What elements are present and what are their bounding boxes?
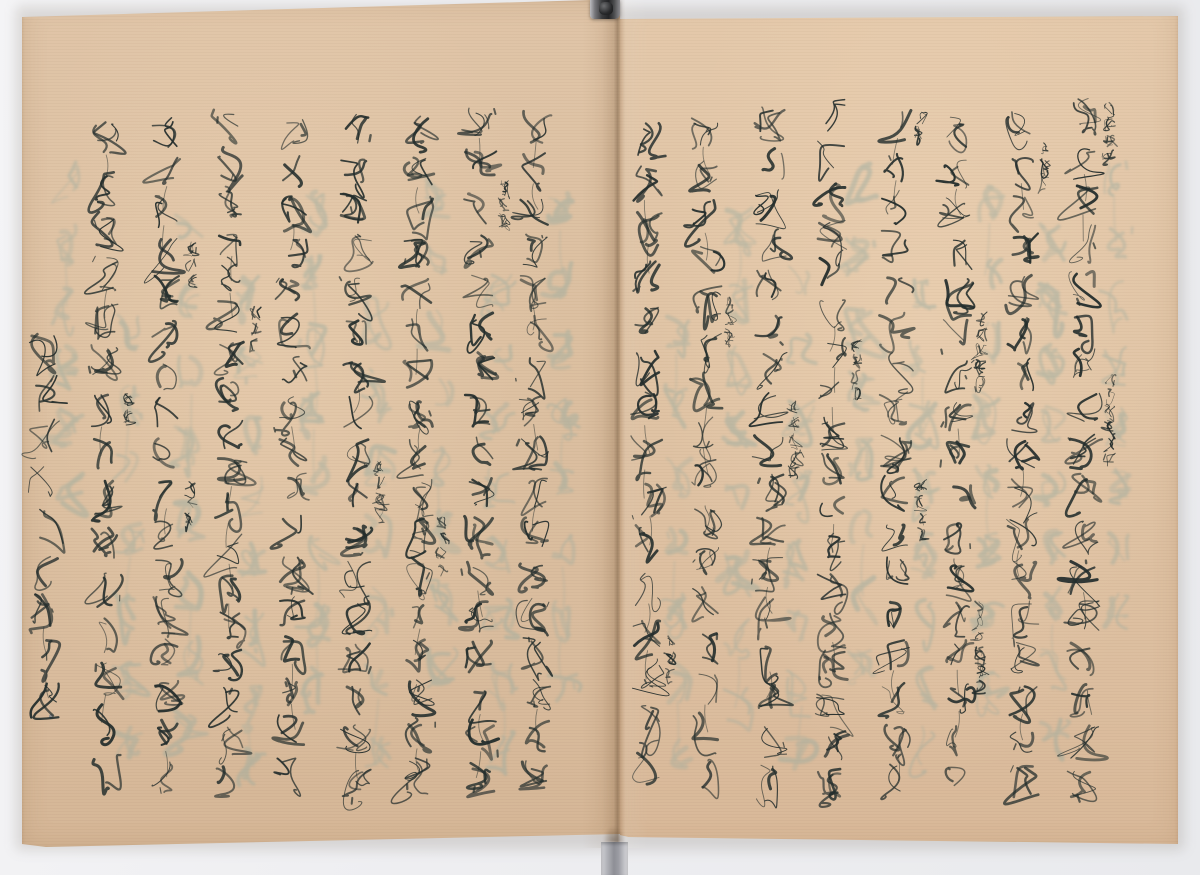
page-right <box>620 0 1178 848</box>
page-left <box>22 0 620 848</box>
gutter-fold-shadow <box>582 0 648 848</box>
binding-rod-bottom <box>601 842 628 875</box>
ink-speck <box>49 714 53 719</box>
binding-pin-top <box>590 0 620 19</box>
gutter-bottom-notch <box>603 826 625 842</box>
paper-fibers <box>620 0 1178 848</box>
paper-fibers <box>22 0 620 848</box>
